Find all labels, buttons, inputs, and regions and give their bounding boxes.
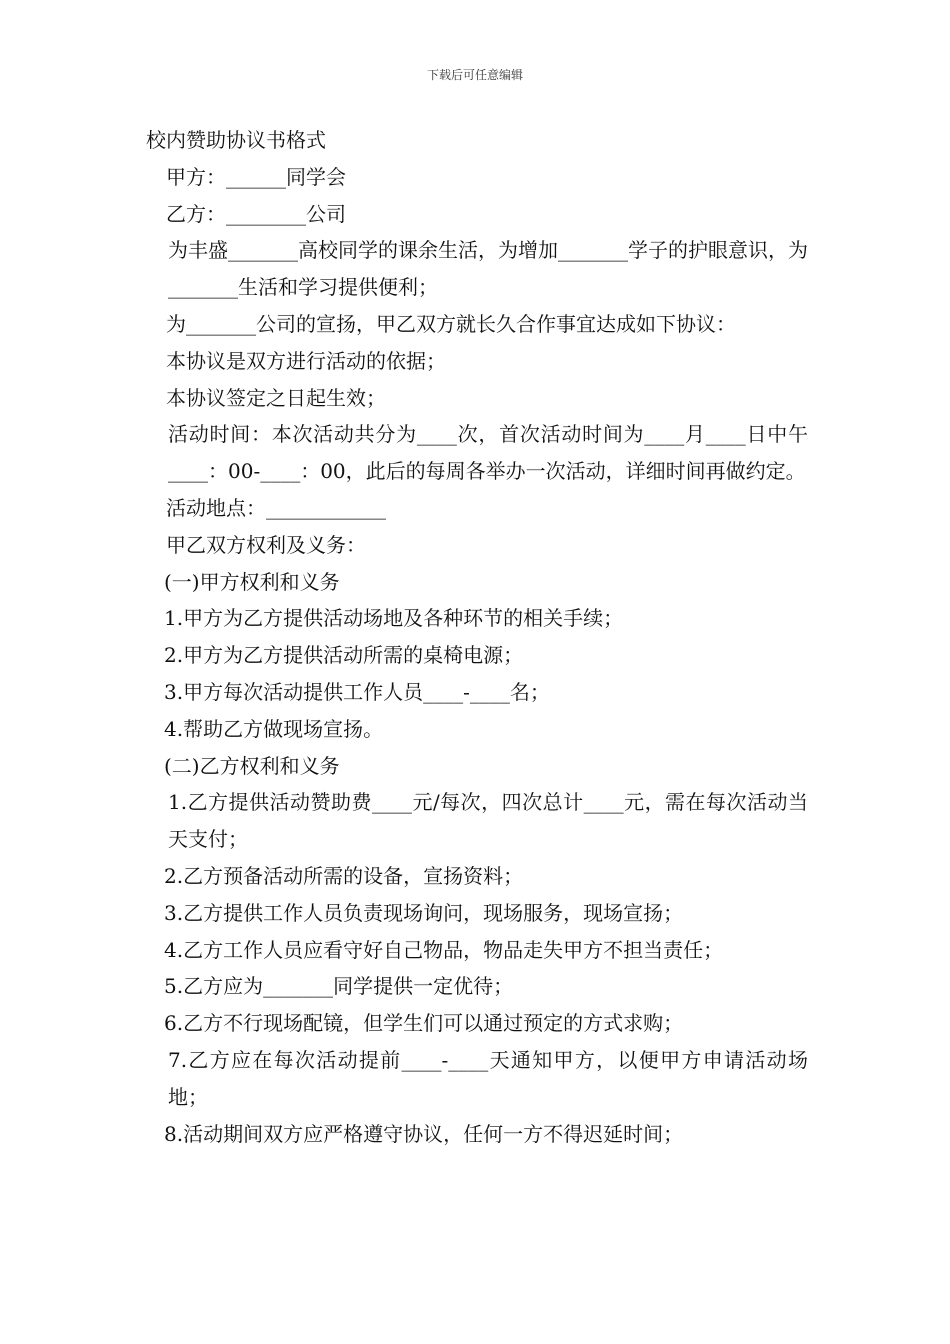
- list-item: 3.甲方每次活动提供工作人员____-____名；: [164, 679, 550, 704]
- party-a-line: 甲方：______同学会: [166, 164, 346, 189]
- list-item: 3.乙方提供工作人员负责现场询问，现场服务，现场宣扬；: [164, 900, 684, 925]
- page-header-note: 下载后可任意编辑: [426, 68, 523, 82]
- effective-clause: 本协议签定之日起生效；: [166, 385, 386, 410]
- activity-location-line: 活动地点：____________: [166, 495, 386, 520]
- party-b-section-heading: (二)乙方权利和义务: [164, 753, 340, 778]
- list-item: 5.乙方应为_______同学提供一定优待；: [164, 974, 514, 999]
- party-b-line: 乙方：________公司: [166, 201, 346, 226]
- list-item: 2.乙方预备活动所需的设备，宣扬资料；: [164, 863, 524, 888]
- rights-heading: 甲乙双方权利及义务：: [166, 532, 366, 557]
- list-item: 1.甲方为乙方提供活动场地及各种环节的相关手续；: [164, 606, 624, 631]
- document-body: [146, 122, 808, 1152]
- list-item: 6.乙方不行现场配镜，但学生们可以通过预定的方式求购；: [164, 1011, 684, 1036]
- list-item: 8.活动期间双方应严格遵守协议，任何一方不得迟延时间；: [164, 1121, 684, 1146]
- agreement-intro-line: 为_______公司的宣扬，甲乙双方就长久合作事宜达成如下协议：: [166, 311, 736, 336]
- list-item: 7.乙方应在每次活动提前____-____天通知甲方，以便甲方申请活动场地；: [168, 1047, 808, 1109]
- activity-time-paragraph: 活动时间：本次活动共分为____次，首次活动时间为____月____日中午____：00-____：00，此后的每周各举办一次活动，详细时间再做约定。: [168, 422, 808, 484]
- list-item: 4.乙方工作人员应看守好自己物品，物品走失甲方不担当责任；: [164, 937, 724, 962]
- list-item: 1.乙方提供活动赞助费____元/每次，四次总计____元，需在每次活动当天支付；: [168, 790, 808, 852]
- list-item: 2.甲方为乙方提供活动所需的桌椅电源；: [164, 643, 524, 668]
- purpose-paragraph: 为丰盛_______高校同学的课余生活，为增加_______学子的护眼意识，为_______生活和学习提供便利；: [168, 238, 808, 300]
- document-title: 校内赞助协议书格式: [146, 128, 326, 152]
- basis-clause: 本协议是双方进行活动的依据；: [166, 348, 446, 373]
- list-item: 4.帮助乙方做现场宣扬。: [164, 716, 384, 741]
- party-a-section-heading: (一)甲方权利和义务: [164, 569, 340, 594]
